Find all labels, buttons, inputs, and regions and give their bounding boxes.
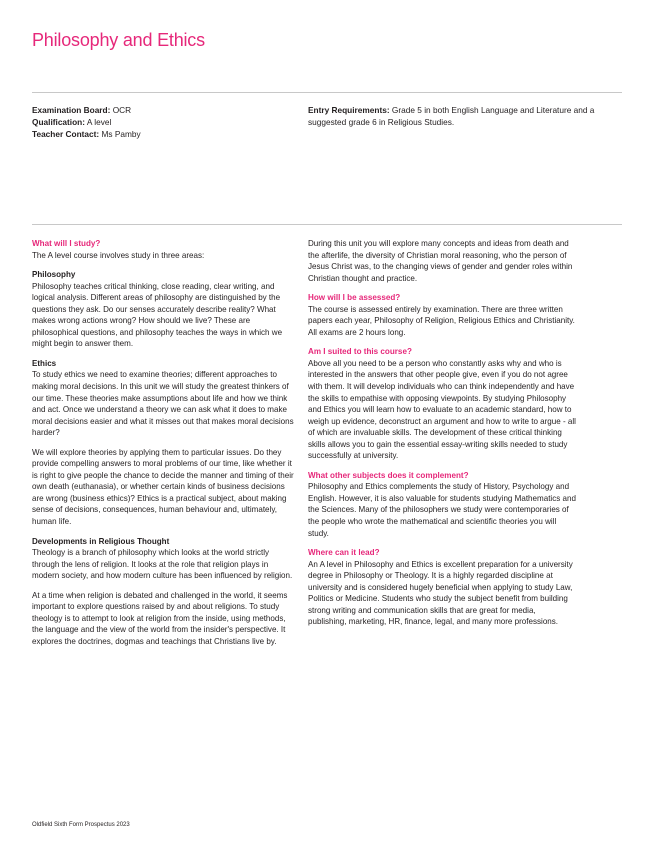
entry-requirements (308, 104, 608, 128)
suitability-heading: Am I suited to this course? (308, 347, 412, 357)
complement-heading: What other subjects does it complement? (308, 470, 469, 480)
qualification-line (32, 116, 282, 128)
entry-requirements-value: Grade 5 in both English Language and Literature and a suggested grade 6 in Religious Studies. (308, 105, 595, 127)
assessment-text: The course is assessed entirely by examination. There are three written papers each year, Philosophy of Religion, Religious Ethics and Christianity. All exams are 2 hours long. (308, 304, 575, 337)
study-intro: The A level course involves study in three areas: (32, 250, 205, 260)
left-column (32, 238, 294, 656)
developments-text-1: Theology is a branch of philosophy which looks at the world strictly through the lens of religion. It looks at the role that religion plays in modern society, and how modern culture has been influenced by religion. (32, 548, 293, 581)
teacher-contact-label: Teacher Contact: (32, 129, 100, 139)
course-details (32, 104, 282, 140)
developments-heading: Developments in Religious Thought (32, 536, 170, 546)
exam-board-value: OCR (112, 105, 132, 115)
teacher-contact-value: Ms Pamby (101, 129, 141, 139)
teacher-contact-line (32, 128, 282, 140)
section-divider (32, 224, 622, 225)
ethics-text-1: To study ethics we need to examine theories; different approaches to making moral decisions. In this unit we will study the greatest thinkers of our time. These theories make assumptions about life and how we think and act. Once we understand a theory we can ask what it does to make moral decisions easier and what it misses out that makes moral decisions harder? (32, 370, 294, 438)
study-heading: What will I study? (32, 239, 101, 248)
philosophy-heading: Philosophy (32, 270, 76, 280)
developments-text-2: At a time when religion is debated and challenged in the world, it seems important to explore questions raised by and about religions. To study theology is to attempt to look at religion from the inside, using methods, the language and the view of the world from the insider's perspective. It explores the doctrines, dogmas and teachings that Christians live by. (32, 590, 288, 646)
suitability-text: Above all you need to be a person who constantly asks why and who is interested in the answers that other people give, even if you do not agree with them. It will develop individuals who can think independently and have the skills to empathise with opposing viewpoints. By studying Philosophy and Ethics you will learn how to evaluate to an academic standard, how to weigh up evidence, deconstruct an argument and how to write to argue - all of which are invaluable skills. The development of these critical thinking skills allows you to gain the essential essay-writing skills needed to study successfully at university. (308, 358, 576, 461)
right-column (308, 238, 576, 636)
career-text: An A level in Philosophy and Ethics is excellent preparation for a university degree in Philosophy or Theology. It is a highly regarded discipline at university and is considered hugely beneficial when applying to study Law, Politics or Medicine. Students who study the subject benefit from building strong writing and communication skills that are great for media, publishing, marketing, HR, finance, legal, and many more professions. (308, 559, 573, 627)
complement-text: Philosophy and Ethics complements the study of History, Psychology and English. However, it is also valuable for students studying Mathematics and the Sciences. Many of the philosophers we study were contemporaries of the people who wrote the mathematical and scientific theories you will study. (308, 482, 576, 538)
footer-prospectus: Oldfield Sixth Form Prospectus 2023 (32, 822, 130, 828)
exam-board-line (32, 104, 282, 116)
ethics-text-2: We will explore theories by applying them to particular issues. Do they provide compelling answers to moral problems of our time, like whether it is right to give people the chance to decide the manner and timing of their own death (euthanasia), or whether certain kinds of business decisions are wrong (business ethics)? Ethics is a practical subject, about making sense of decisions, consequences, human behaviour and, ultimately, human life. (32, 447, 294, 527)
top-divider (32, 92, 622, 93)
philosophy-text: Philosophy teaches critical thinking, close reading, clear writing, and logical analysis. Different areas of philosophy are distinguished by the questions they ask. Do our senses accurately describe reality? What makes wrong actions wrong? How should we live? These are philosophical questions, and philosophy teaches the ways in which we might begin to answer them. (32, 281, 283, 349)
assessment-heading: How will I be assessed? (308, 293, 401, 303)
ethics-heading: Ethics (32, 358, 57, 368)
exam-board-label: Examination Board: (32, 105, 111, 115)
theology-continuation: During this unit you will explore many concepts and ideas from death and the afterlife, the diversity of Christian moral reasoning, who the person of Jesus Christ was, to the changing views of gender and gender roles within Christian thought and practice. (308, 239, 573, 283)
qualification-label: Qualification: (32, 117, 86, 127)
entry-requirements-label: Entry Requirements: (308, 105, 390, 115)
career-heading: Where can it lead? (308, 548, 380, 558)
qualification-value: A level (86, 117, 112, 127)
page-title: Philosophy and Ethics (32, 30, 205, 50)
